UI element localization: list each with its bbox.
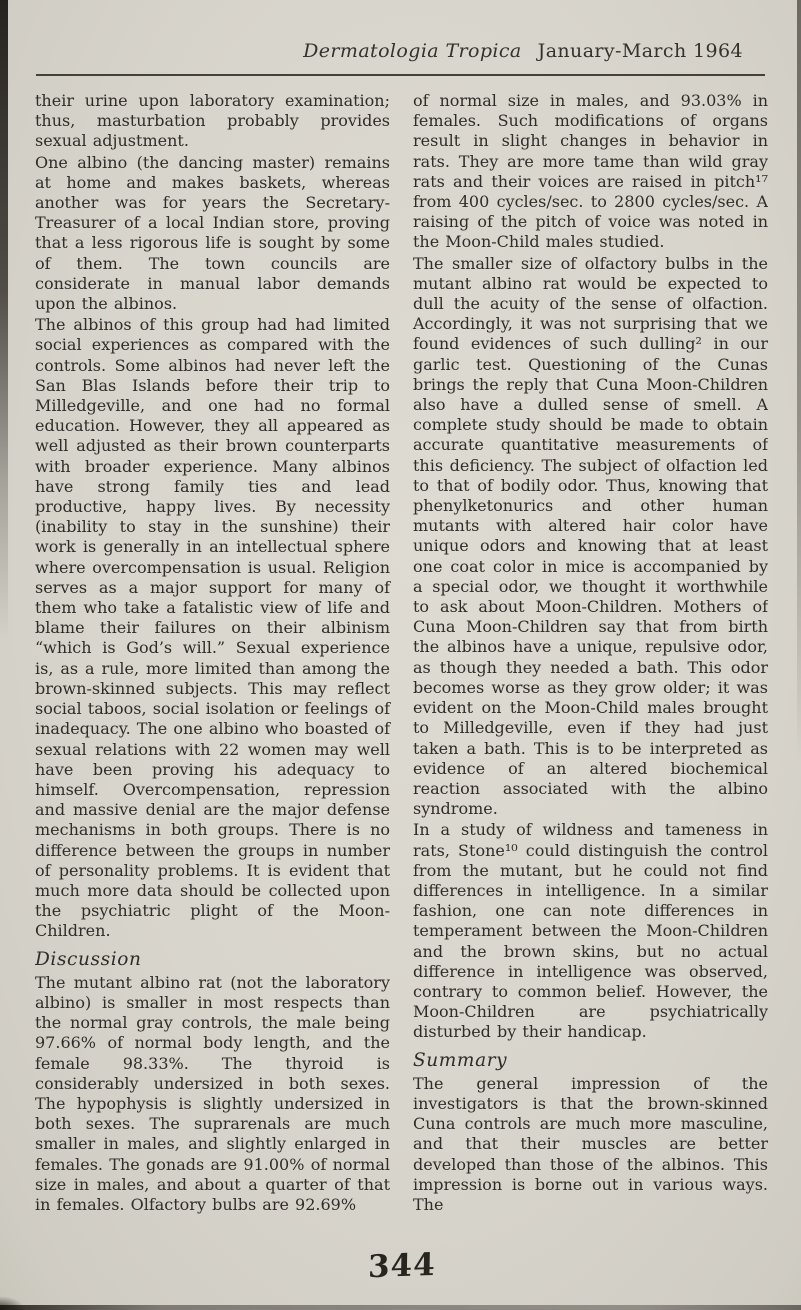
running-head (0, 40, 743, 62)
scan-edge-left (0, 0, 8, 640)
paragraph: their urine upon laboratory examination; thus, masturbation probably provides sexual adjustment. (35, 91, 390, 151)
right-column (413, 91, 768, 1256)
paragraph: In a study of wildness and tameness in rats, Stone¹⁰ could distinguish the control from the mutant, but he could not find differences in intelligence. In a similar fashion, one can note differences in temperament between the Moon-Children and the brown skins, but no actual difference in intelligence was observed, contrary to common belief. However, the Moon-Children are psychiatrically disturbed by their handicap. (413, 820, 768, 1042)
section-heading: Discussion (35, 948, 142, 970)
scan-edge-bottom (0, 1305, 801, 1310)
paragraph: The general impression of the investigators is that the brown-skinned Cuna controls are much more masculine, and that their muscles are better developed than those of the albinos. This impression is borne out in various ways. The (413, 1073, 768, 1214)
left-column (35, 91, 390, 1256)
paragraph: The smaller size of olfactory bulbs in the mutant albino rat would be expected to dull the acuity of the sense of olfaction. Accordingly, it was not surprising that we found evidences of such dulling² in our garlic test. Questioning of the Cunas brings the reply that Cuna Moon-Children also have a dulled sense of smell. A complete study should be made to obtain accurate quantitative measurements of this deficiency. The subject of olfaction led to that of bodily odor. Thus, knowing that phenylketonurics and other human mutants with altered hair color have unique odors and knowing that at least one coat color in mice is accompanied by a special odor, we thought it worthwhile to ask about Moon-Children. Mothers of Cuna Moon-Children say that from birth the albinos have a unique, repulsive odor, as though they needed a bath. This odor becomes worse as they grow older; it was evident on the Moon-Child males brought to Milledgeville, even if they had just taken a bath. This is to be interpreted as evidence of an altered biochemical reaction associated with the albino syndrome. (413, 253, 768, 819)
page-number: 344 (367, 1246, 437, 1286)
issue-date: January-March 1964 (537, 40, 743, 62)
scan-edge-right (797, 0, 801, 760)
scan-edge-corner (0, 1296, 26, 1310)
paragraph: The mutant albino rat (not the laboratory albino) is smaller in most respects than the normal gray controls, the male being 97.66% of normal body length, and the female 98.33%. The thyroid is considerably undersized in both sexes. The hypophysis is slightly undersized in both sexes. The suprarenals are much smaller in males, and slightly enlarged in females. The gonads are 91.00% of normal size in males, and about a quarter of that in females. Olfactory bulbs are 92.69% (35, 972, 390, 1214)
paragraph: The albinos of this group had had limited social experiences as compared with the controls. Some albinos had never left the San Blas Islands before their trip to Milledgeville, and one had no formal education. However, they all appeared as well adjusted as their brown counterparts with broader experience. Many albinos have strong family ties and lead productive, happy lives. By necessity (inability to stay in the sunshine) their work is generally in an intellectual sphere where overcompensation is usual. Religion serves as a major support for many of them who take a fatalistic view of life and blame their failures on their albinism “which is God’s will.” Sexual experience is, as a rule, more limited than among the brown-skinned subjects. This may reflect social taboos, social isolation or feelings of inadequacy. The one albino who boasted of sexual relations with 22 women may well have been proving his adequacy to himself. Overcompensation, repression and massive denial are the major defense mechanisms in both groups. There is no difference between the groups in number of personality problems. It is evident that much more data should be collected upon the psychiatric plight of the Moon-Children. (35, 315, 390, 941)
journal-title: Dermatologia Tropica (303, 40, 522, 62)
text-columns (35, 91, 768, 1256)
section-heading: Summary (413, 1049, 508, 1071)
header-rule (36, 74, 765, 76)
paragraph: of normal size in males, and 93.03% in females. Such modifications of organs result in slight changes in behavior in rats. They are more tame than wild gray rats and their voices are raised in pitch¹⁷ from 400 cycles/sec. to 2800 cycles/sec. A raising of the pitch of voice was noted in the Moon-Child males studied. (413, 91, 768, 252)
paragraph: One albino (the dancing master) remains at home and makes baskets, whereas another was for years the Secretary-Treasurer of a local Indian store, proving that a less rigorous life is sought by some of them. The town councils are considerate in manual labor demands upon the albinos. (35, 152, 390, 314)
